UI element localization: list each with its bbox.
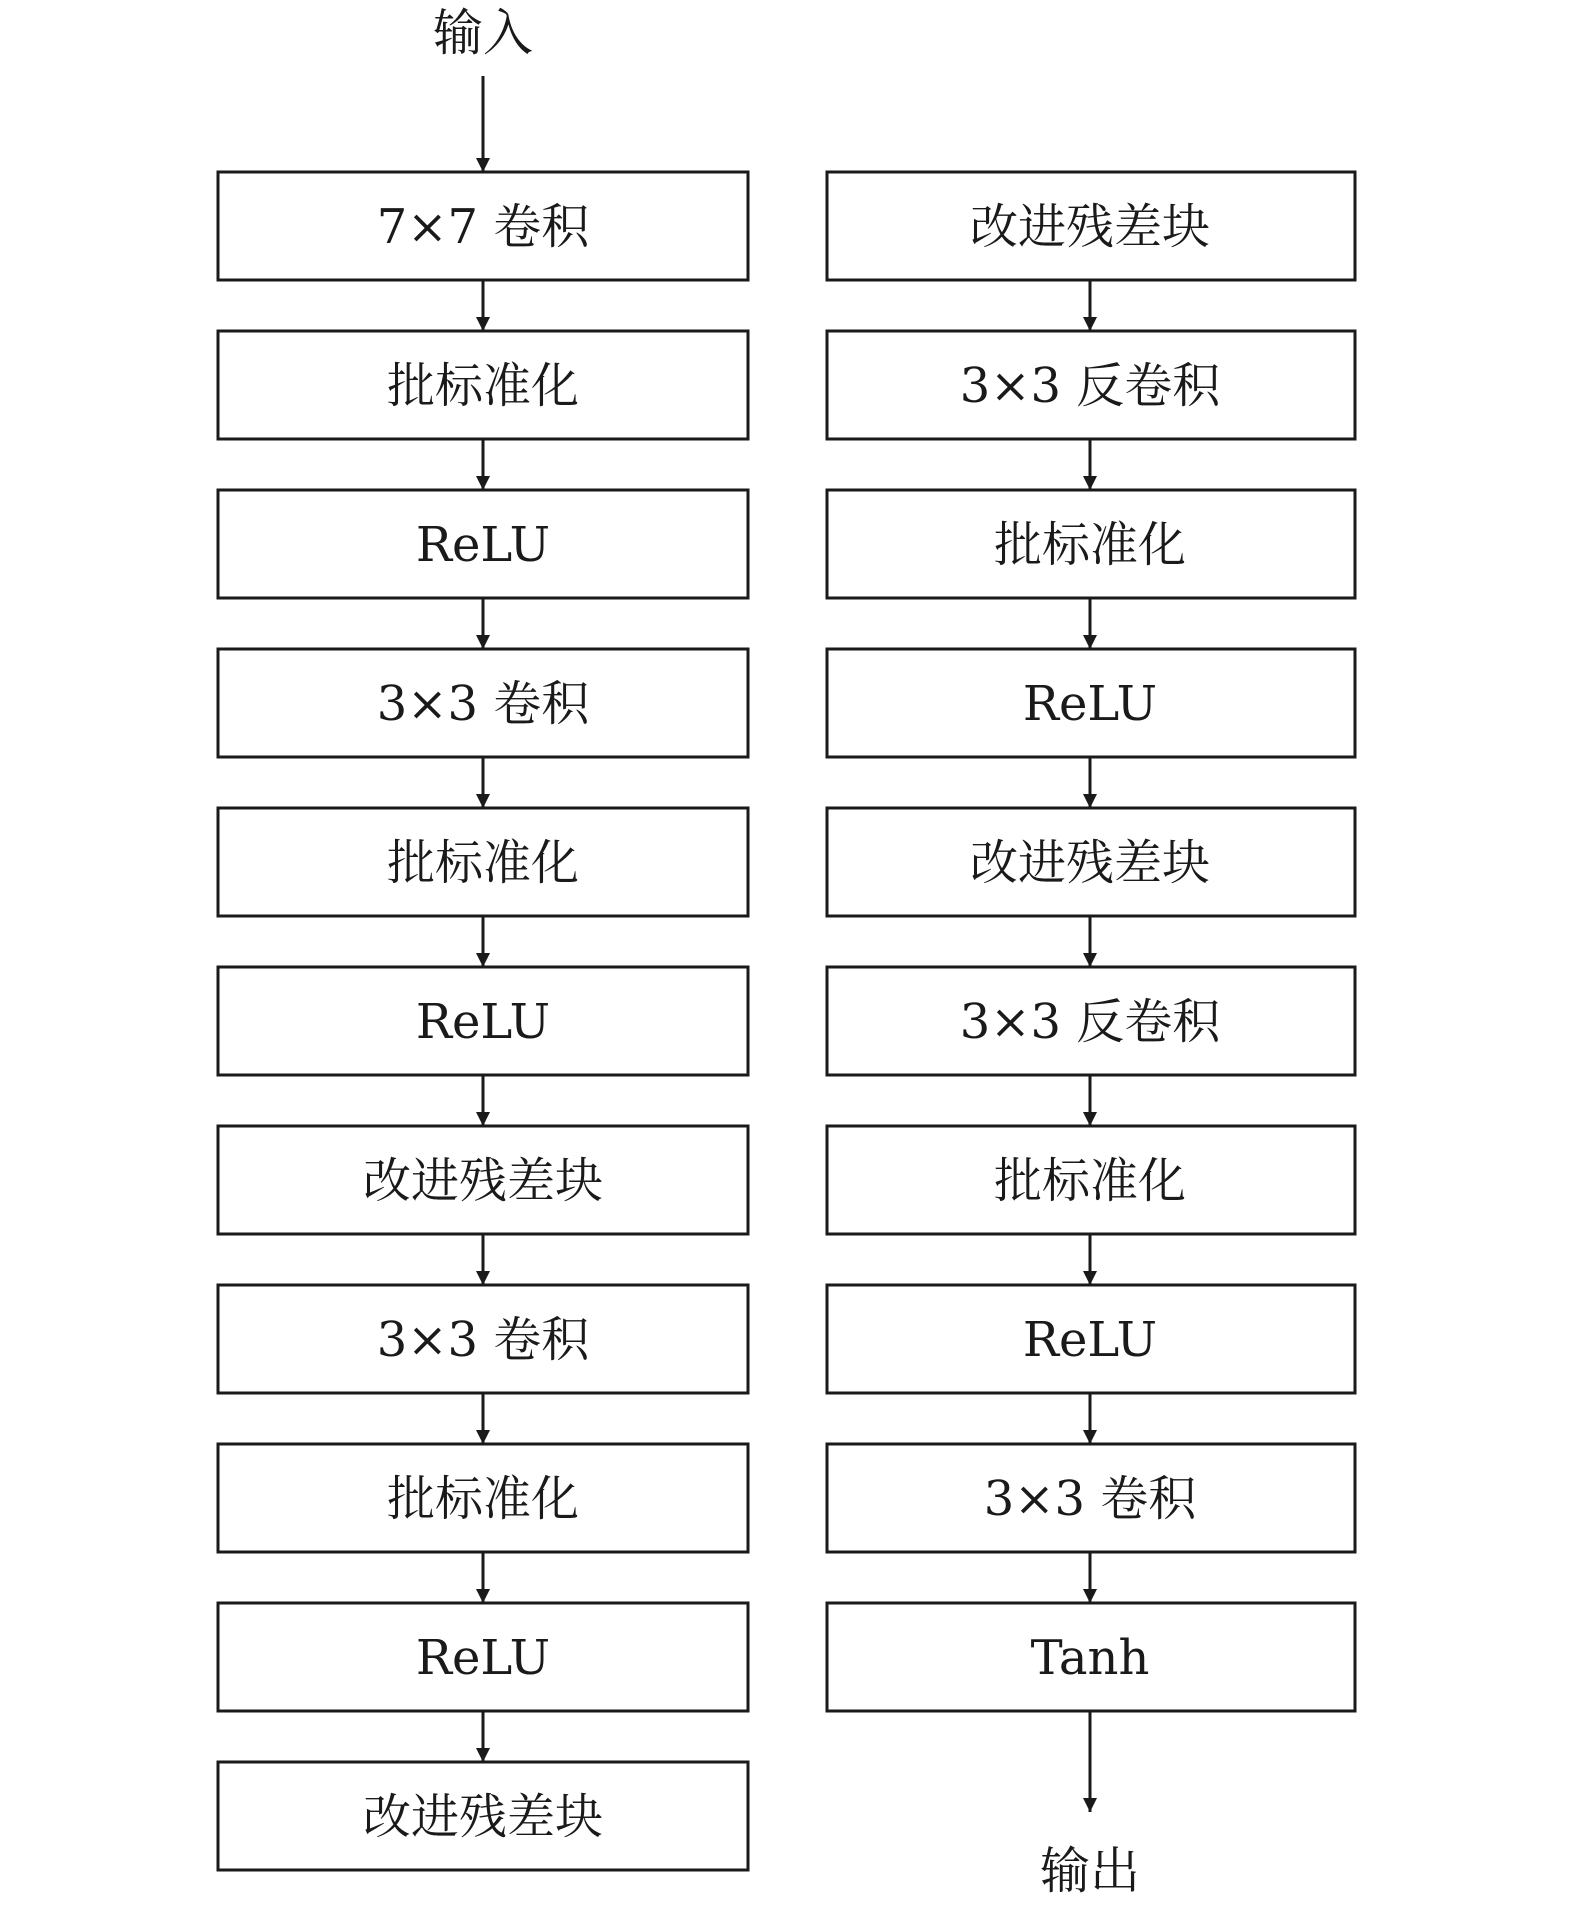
block-label: 3×3 卷积 bbox=[376, 676, 590, 732]
block-label: 3×3 卷积 bbox=[376, 1312, 590, 1368]
block-label: 改进残差块 bbox=[969, 835, 1211, 891]
right-block-4 bbox=[827, 649, 1355, 757]
block-label: 改进残差块 bbox=[969, 199, 1211, 255]
block-label: 批标准化 bbox=[993, 517, 1187, 573]
right-block-10 bbox=[827, 1603, 1355, 1711]
block-label: 改进残差块 bbox=[362, 1153, 604, 1209]
block-label: 改进残差块 bbox=[362, 1789, 604, 1845]
left-block-7 bbox=[218, 1126, 748, 1234]
left-block-10 bbox=[218, 1603, 748, 1711]
left-block-1 bbox=[218, 172, 748, 280]
left-block-8 bbox=[218, 1285, 748, 1393]
left-block-5 bbox=[218, 808, 748, 916]
right-block-7 bbox=[827, 1126, 1355, 1234]
block-label: Tanh bbox=[1030, 1630, 1150, 1686]
block-label: 3×3 反卷积 bbox=[959, 358, 1221, 414]
right-block-2 bbox=[827, 331, 1355, 439]
block-label: 批标准化 bbox=[386, 1471, 580, 1527]
block-label: ReLU bbox=[415, 1630, 551, 1686]
block-label: ReLU bbox=[1022, 1312, 1158, 1368]
right-block-9 bbox=[827, 1444, 1355, 1552]
right-block-5 bbox=[827, 808, 1355, 916]
block-label: 批标准化 bbox=[386, 358, 580, 414]
right-block-3 bbox=[827, 490, 1355, 598]
left-block-9 bbox=[218, 1444, 748, 1552]
input-label: 输入 bbox=[433, 4, 533, 62]
block-label: 3×3 卷积 bbox=[983, 1471, 1197, 1527]
left-block-2 bbox=[218, 331, 748, 439]
output-label: 输出 bbox=[1040, 1842, 1140, 1900]
block-label: 7×7 卷积 bbox=[376, 199, 590, 255]
block-label: 批标准化 bbox=[386, 835, 580, 891]
right-block-1 bbox=[827, 172, 1355, 280]
right-block-8 bbox=[827, 1285, 1355, 1393]
right-block-6 bbox=[827, 967, 1355, 1075]
block-label: ReLU bbox=[1022, 676, 1158, 732]
left-block-4 bbox=[218, 649, 748, 757]
block-label: 批标准化 bbox=[993, 1153, 1187, 1209]
left-block-11 bbox=[218, 1762, 748, 1870]
block-label: ReLU bbox=[415, 994, 551, 1050]
block-label: 3×3 反卷积 bbox=[959, 994, 1221, 1050]
block-label: ReLU bbox=[415, 517, 551, 573]
left-block-6 bbox=[218, 967, 748, 1075]
left-block-3 bbox=[218, 490, 748, 598]
left-column bbox=[218, 172, 748, 1870]
